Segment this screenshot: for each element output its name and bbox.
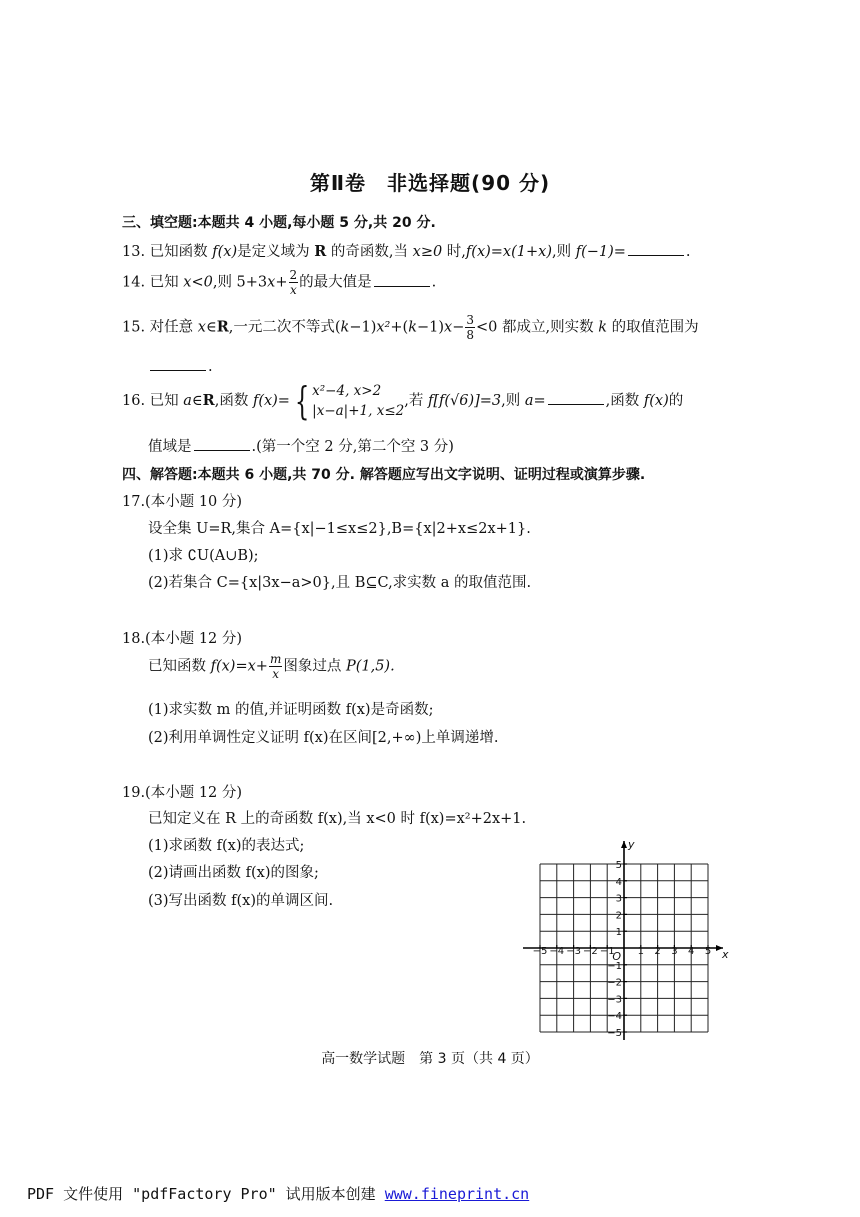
- axes: [523, 841, 723, 1040]
- fraction: $\frac{2}{x}$: [289, 268, 298, 297]
- question-15: 15. 对任意 x∈R,一元二次不等式(k−1)x²+(k−1)x− $\frac{3}{8}$ <0 都成立,则实数 k 的取值范围为: [122, 313, 699, 342]
- answer-blank: [194, 436, 250, 451]
- question-18-stem: 已知函数 f(x)=x+ $\frac{m}{x}$ 图象过点 P(1,5).: [148, 652, 395, 681]
- question-13: 13. 已知函数 f(x)是定义域为 R 的奇函数,当 x≥0 时,f(x)=x(1+x),则 f(−1)= .: [122, 243, 691, 260]
- question-17-header: 17.(本小题 10 分): [122, 494, 243, 510]
- answer-blank: [150, 356, 206, 371]
- question-18-part-2: (2)利用单调性定义证明 f(x)在区间[2,+∞)上单调递增.: [148, 730, 499, 746]
- question-15-blank-line: .: [148, 356, 213, 375]
- pdf-watermark: PDF 文件使用 "pdfFactory Pro" 试用版本创建 www.fineprint.cn: [27, 1185, 530, 1203]
- question-19-part-3: (3)写出函数 f(x)的单调区间.: [148, 893, 334, 909]
- question-19-header: 19.(本小题 12 分): [122, 785, 243, 801]
- x-tick-label: 1: [637, 946, 644, 957]
- tick-labels: [533, 838, 729, 1039]
- question-19-part-1: (1)求函数 f(x)的表达式;: [148, 838, 305, 854]
- y-tick-label: 1: [615, 927, 622, 939]
- y-tick-label: −4: [607, 1011, 622, 1023]
- question-16: 16. 已知 a∈R,函数 f(x)= { x²−4, x>2 |x−a|+1, x≤2 ,若 f[f(√6)]=3,则 a= ,函数 f(x)的: [122, 379, 684, 423]
- x-tick-label: 2: [654, 946, 661, 957]
- question-18-header: 18.(本小题 12 分): [122, 631, 243, 647]
- answer-blank: [548, 390, 604, 405]
- section-fill-blank-header: 三、填空题:本题共 4 小题,每小题 5 分,共 20 分.: [122, 215, 436, 231]
- question-19-stem: 已知定义在 R 上的奇函数 f(x),当 x<0 时 f(x)=x²+2x+1.: [148, 811, 527, 827]
- x-tick-label: 3: [671, 946, 678, 957]
- x-tick-label: 5: [704, 946, 712, 957]
- x-tick-label: −1: [599, 946, 615, 957]
- question-17-stem: 设全集 U=R,集合 A={x|−1≤x≤2},B={x|2+x≤2x+1}.: [148, 521, 531, 537]
- origin-label: O: [612, 950, 621, 963]
- section-title: 第Ⅱ卷 非选择题(90 分): [309, 171, 551, 195]
- page-footer: 高一数学试题 第 3 页（共 4 页）: [321, 1051, 539, 1067]
- question-18-part-1: (1)求实数 m 的值,并证明函数 f(x)是奇函数;: [148, 702, 434, 718]
- x-tick-label: −3: [566, 946, 581, 957]
- y-tick-label: 2: [615, 910, 622, 922]
- x-tick-label: −5: [532, 946, 548, 957]
- y-tick-label: −5: [607, 1028, 622, 1039]
- coordinate-grid: [515, 835, 735, 1045]
- question-14: 14. 已知 x<0,则 5+3x+ $\frac{2}{x}$ 的最大值是 .: [122, 268, 437, 297]
- question-17-part-2: (2)若集合 C={x|3x−a>0},且 B⊆C,求实数 a 的取值范围.: [148, 575, 532, 591]
- y-tick-label: −3: [607, 994, 622, 1006]
- question-17-part-1: (1)求 ∁U(A∪B);: [148, 548, 259, 564]
- y-tick-label: 3: [615, 893, 622, 905]
- y-tick-label: −1: [607, 960, 622, 972]
- piecewise-function: { x²−4, x>2 |x−a|+1, x≤2: [294, 379, 405, 423]
- x-tick-label: −2: [583, 946, 598, 957]
- x-tick-label: −4: [549, 946, 565, 957]
- y-tick-label: −2: [607, 977, 622, 989]
- fraction: $\frac{m}{x}$: [269, 652, 282, 681]
- y-tick-label: 5: [615, 860, 622, 871]
- y-tick-label: 4: [615, 876, 622, 888]
- section-answer-header: 四、解答题:本题共 6 小题,共 70 分. 解答题应写出文字说明、证明过程或演算步骤.: [122, 467, 646, 483]
- x-axis-label: x: [722, 948, 729, 961]
- y-axis-arrow: [621, 841, 627, 848]
- answer-blank: [374, 272, 430, 287]
- question-16-line-2: 值域是 .(第一个空 2 分,第二个空 3 分): [148, 435, 454, 456]
- y-axis-label: y: [628, 838, 635, 851]
- fraction: $\frac{3}{8}$: [466, 313, 475, 342]
- question-19-part-2: (2)请画出函数 f(x)的图象;: [148, 865, 319, 881]
- answer-blank: [628, 241, 684, 256]
- fineprint-link[interactable]: www.fineprint.cn: [384, 1185, 530, 1203]
- x-tick-label: 4: [688, 946, 695, 957]
